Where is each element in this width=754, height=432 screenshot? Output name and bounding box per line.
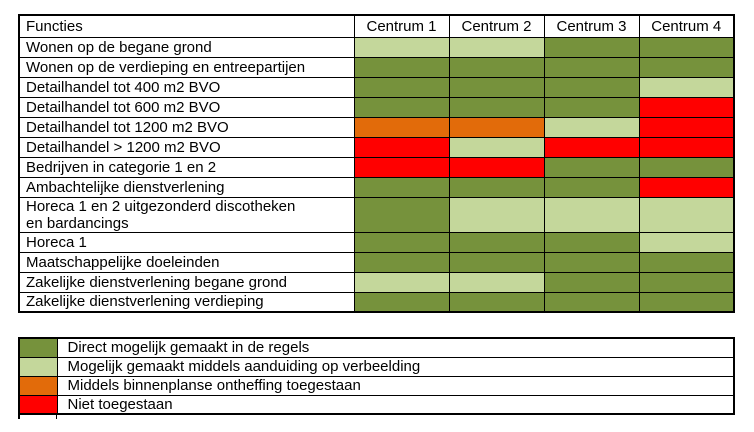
status-cell-dark-green	[544, 77, 639, 97]
function-label: Zakelijke dienstverlening begane grond	[19, 272, 354, 292]
column-header-centrum-4: Centrum 4	[639, 15, 734, 37]
status-cell-dark-green	[639, 157, 734, 177]
status-cell-dark-green	[354, 97, 449, 117]
function-label: Horeca 1 en 2 uitgezonderd discotheken en bardancings	[19, 197, 354, 232]
status-cell-dark-green	[544, 252, 639, 272]
status-cell-light-green	[449, 37, 544, 57]
status-cell-light-green	[544, 117, 639, 137]
function-label: Horeca 1	[19, 232, 354, 252]
legend-label: Mogelijk gemaakt middels aanduiding op verbeelding	[57, 357, 734, 376]
functions-matrix-table	[18, 14, 735, 313]
function-label: Bedrijven in categorie 1 en 2	[19, 157, 354, 177]
column-header-centrum-3: Centrum 3	[544, 15, 639, 37]
matrix-row	[19, 252, 734, 272]
status-cell-dark-green	[639, 252, 734, 272]
status-cell-light-green	[449, 272, 544, 292]
legend-table	[18, 337, 735, 415]
column-header-centrum-2: Centrum 2	[449, 15, 544, 37]
matrix-row	[19, 57, 734, 77]
status-cell-light-green	[354, 37, 449, 57]
status-cell-dark-green	[639, 272, 734, 292]
status-cell-dark-green	[354, 252, 449, 272]
matrix-row	[19, 117, 734, 137]
legend-swatch-orange	[19, 376, 57, 395]
legend-swatch-dark-green	[19, 338, 57, 357]
function-label: Detailhandel > 1200 m2 BVO	[19, 137, 354, 157]
status-cell-light-green	[449, 197, 544, 232]
matrix-row	[19, 97, 734, 117]
legend-row	[19, 376, 734, 395]
matrix-row	[19, 77, 734, 97]
matrix-row	[19, 272, 734, 292]
legend-row	[19, 357, 734, 376]
legend-label: Niet toegestaan	[57, 395, 734, 414]
status-cell-red	[639, 117, 734, 137]
matrix-row	[19, 137, 734, 157]
status-cell-red	[639, 137, 734, 157]
status-cell-red	[639, 177, 734, 197]
matrix-row	[19, 292, 734, 312]
status-cell-dark-green	[544, 157, 639, 177]
legend-cropped-row-left-border	[18, 413, 20, 419]
status-cell-dark-green	[449, 292, 544, 312]
status-cell-dark-green	[449, 232, 544, 252]
legend-body	[19, 338, 734, 414]
legend-swatch-red	[19, 395, 57, 414]
matrix-row	[19, 177, 734, 197]
status-cell-dark-green	[544, 57, 639, 77]
function-label: Ambachtelijke dienstverlening	[19, 177, 354, 197]
status-cell-dark-green	[449, 57, 544, 77]
status-cell-dark-green	[354, 177, 449, 197]
status-cell-dark-green	[639, 57, 734, 77]
column-header-functies: Functies	[19, 15, 354, 37]
legend-label: Middels binnenplanse ontheffing toegestaan	[57, 376, 734, 395]
legend-cropped-row-divider	[56, 413, 57, 419]
matrix-row	[19, 197, 734, 232]
matrix-header-row	[19, 15, 734, 37]
status-cell-dark-green	[449, 97, 544, 117]
status-cell-orange	[354, 117, 449, 137]
status-cell-dark-green	[544, 177, 639, 197]
column-header-centrum-1: Centrum 1	[354, 15, 449, 37]
status-cell-red	[639, 97, 734, 117]
status-cell-light-green	[354, 272, 449, 292]
status-cell-dark-green	[544, 97, 639, 117]
status-cell-light-green	[639, 77, 734, 97]
function-label: Wonen op de begane grond	[19, 37, 354, 57]
status-cell-red	[449, 157, 544, 177]
matrix-body	[19, 37, 734, 312]
status-cell-dark-green	[449, 177, 544, 197]
function-label: Detailhandel tot 400 m2 BVO	[19, 77, 354, 97]
status-cell-light-green	[639, 197, 734, 232]
status-cell-dark-green	[544, 37, 639, 57]
status-cell-dark-green	[449, 252, 544, 272]
status-cell-dark-green	[639, 37, 734, 57]
status-cell-light-green	[544, 197, 639, 232]
status-cell-orange	[449, 117, 544, 137]
status-cell-dark-green	[354, 77, 449, 97]
function-label: Wonen op de verdieping en entreepartijen	[19, 57, 354, 77]
status-cell-dark-green	[544, 272, 639, 292]
matrix-row	[19, 157, 734, 177]
function-label: Maatschappelijke doeleinden	[19, 252, 354, 272]
status-cell-red	[354, 157, 449, 177]
status-cell-dark-green	[354, 197, 449, 232]
legend-swatch-light-green	[19, 357, 57, 376]
function-label: Detailhandel tot 1200 m2 BVO	[19, 117, 354, 137]
status-cell-light-green	[639, 232, 734, 252]
status-cell-dark-green	[544, 292, 639, 312]
status-cell-dark-green	[354, 232, 449, 252]
matrix-row	[19, 232, 734, 252]
status-cell-dark-green	[544, 232, 639, 252]
legend-row	[19, 395, 734, 414]
status-cell-dark-green	[354, 292, 449, 312]
function-label: Detailhandel tot 600 m2 BVO	[19, 97, 354, 117]
status-cell-red	[354, 137, 449, 157]
legend-row	[19, 338, 734, 357]
matrix-row	[19, 37, 734, 57]
status-cell-dark-green	[639, 292, 734, 312]
legend-label: Direct mogelijk gemaakt in de regels	[57, 338, 734, 357]
status-cell-light-green	[449, 137, 544, 157]
status-cell-dark-green	[449, 77, 544, 97]
status-cell-dark-green	[354, 57, 449, 77]
function-label: Zakelijke dienstverlening verdieping	[19, 292, 354, 312]
status-cell-red	[544, 137, 639, 157]
